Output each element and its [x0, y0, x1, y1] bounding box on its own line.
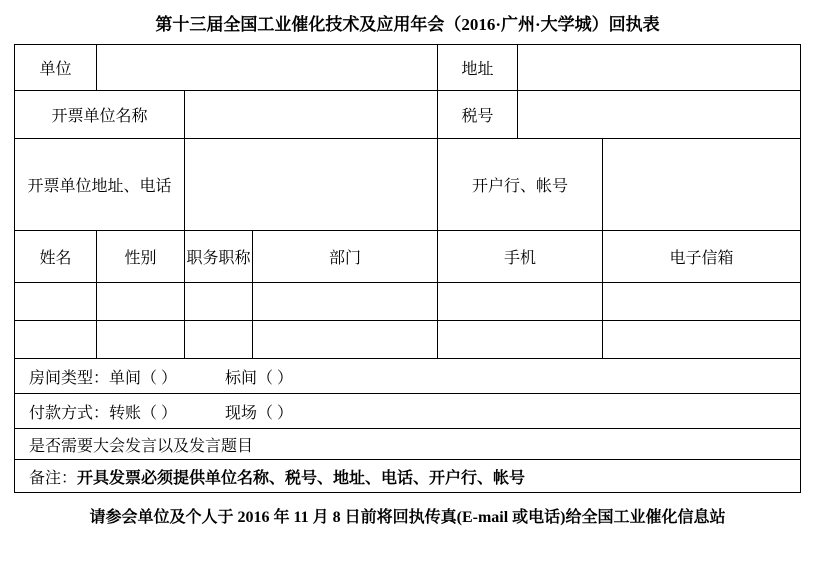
label-remark: 备注： [28, 469, 77, 487]
label-tax-number: 税号 [438, 91, 518, 139]
input-attendee-email[interactable] [603, 321, 801, 359]
label-room-type: 房间类型： [28, 369, 109, 387]
input-attendee-email[interactable] [603, 283, 801, 321]
input-bank-account[interactable] [603, 139, 801, 231]
input-attendee-mobile[interactable] [438, 321, 603, 359]
table-row-invoice-name [14, 91, 800, 139]
table-row-invoice-address [14, 139, 800, 231]
table-row-room-type [14, 359, 800, 394]
table-row-remark [14, 460, 800, 493]
table-row-payment [14, 394, 800, 429]
payment-cell [14, 394, 800, 429]
label-speech-question[interactable]: 是否需要大会发言以及发言题目 [14, 429, 800, 460]
option-payment-onsite[interactable]: 现场（ ） [225, 404, 294, 422]
table-row [14, 321, 800, 359]
page-title: 第十三届全国工业催化技术及应用年会（2016·广州·大学城）回执表 [155, 15, 660, 34]
room-type-cell [14, 359, 800, 394]
registration-form-table [14, 44, 801, 493]
input-attendee-gender[interactable] [96, 283, 184, 321]
header-title: 职务职称 [184, 231, 252, 283]
option-room-standard[interactable]: 标间（ ） [225, 369, 294, 387]
label-unit: 单位 [14, 45, 96, 91]
input-attendee-department[interactable] [252, 321, 437, 359]
label-invoice-address-phone: 开票单位地址、电话 [14, 139, 184, 231]
input-attendee-name[interactable] [14, 321, 96, 359]
label-payment-method: 付款方式： [28, 404, 109, 422]
option-room-single[interactable]: 单间（ ） [109, 369, 178, 387]
label-bank-account: 开户行、帐号 [438, 139, 603, 231]
input-address[interactable] [518, 45, 801, 91]
input-attendee-title[interactable] [184, 283, 252, 321]
input-unit[interactable] [96, 45, 437, 91]
label-address: 地址 [438, 45, 518, 91]
input-attendee-mobile[interactable] [438, 283, 603, 321]
header-department: 部门 [252, 231, 437, 283]
remark-text: 开具发票必须提供单位名称、税号、地址、电话、开户行、帐号 [77, 469, 526, 487]
label-invoice-unit-name: 开票单位名称 [14, 91, 184, 139]
input-attendee-department[interactable] [252, 283, 437, 321]
table-row [14, 283, 800, 321]
input-attendee-name[interactable] [14, 283, 96, 321]
remark-cell [14, 460, 800, 493]
input-tax-number[interactable] [518, 91, 801, 139]
table-row-attendee-headers [14, 231, 800, 283]
header-name: 姓名 [14, 231, 96, 283]
footer-note: 请参会单位及个人于 2016 年 11 月 8 日前将回执传真(E-mail 或电话)给全国工业催化信息站 [89, 509, 726, 526]
table-row-speech [14, 429, 800, 460]
option-payment-transfer[interactable]: 转账（ ） [109, 404, 178, 422]
table-row-unit [14, 45, 800, 91]
header-email: 电子信箱 [603, 231, 801, 283]
input-attendee-title[interactable] [184, 321, 252, 359]
input-invoice-address-phone[interactable] [184, 139, 437, 231]
input-attendee-gender[interactable] [96, 321, 184, 359]
header-mobile: 手机 [438, 231, 603, 283]
header-gender: 性别 [96, 231, 184, 283]
input-invoice-unit-name[interactable] [184, 91, 437, 139]
